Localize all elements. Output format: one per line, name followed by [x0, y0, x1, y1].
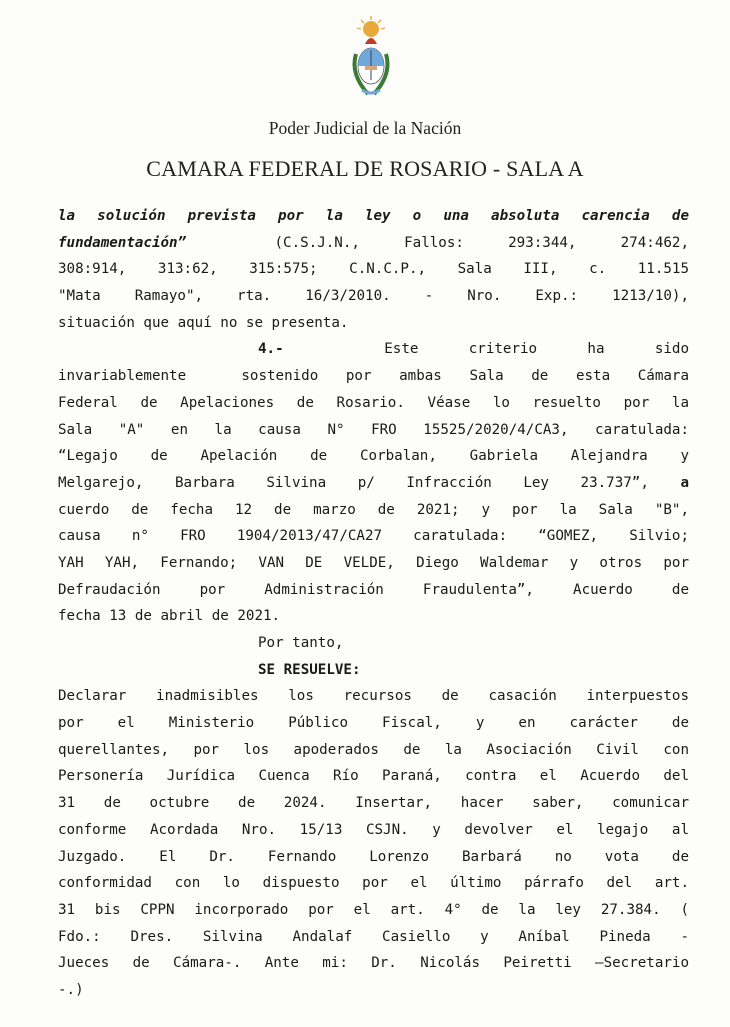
text-segment: causa n° FRO 1904/2013/47/CA27 caratulada: “GOMEZ, Silvio;	[58, 528, 689, 545]
text-line	[58, 550, 689, 577]
text-line	[58, 230, 689, 257]
text-line	[58, 203, 689, 230]
text-line	[58, 283, 689, 310]
text-segment: 31 bis CPPN incorporado por el art. 4° de la ley 27.384. (	[58, 901, 689, 918]
court-title: CAMARA FEDERAL DE ROSARIO - SALA A	[146, 156, 584, 181]
text-line	[58, 363, 689, 390]
text-line	[58, 443, 689, 470]
text-line	[58, 977, 689, 1004]
text-line	[58, 870, 689, 897]
text-line	[58, 417, 689, 444]
text-segment: Federal de Apelaciones de Rosario. Véase lo resuelto por la	[58, 394, 689, 411]
institution-name: Poder Judicial de la Nación	[268, 118, 462, 138]
text-line	[58, 310, 689, 337]
text-line	[58, 950, 689, 977]
text-line	[58, 683, 689, 710]
text-line	[58, 657, 689, 684]
text-segment: -.)	[58, 981, 84, 998]
text-line	[58, 817, 689, 844]
text-segment: 31 de octubre de 2024. Insertar, hacer saber, comunicar	[58, 795, 689, 812]
text-line	[58, 897, 689, 924]
text-line	[58, 256, 689, 283]
text-segment: por el Ministerio Público Fiscal, y en carácter de	[58, 715, 689, 732]
text-segment: Juzgado. El Dr. Fernando Lorenzo Barbará no vota de	[58, 848, 689, 865]
text-segment: Por tanto,	[258, 635, 344, 651]
text-segment: SE RESUELVE:	[258, 661, 361, 678]
text-segment: 308:914, 313:62, 315:575; C.N.C.P., Sala III, c. 11.515	[58, 261, 689, 278]
text-segment: Fdo.: Dres. Silvina Andalaf Casiello y Aníbal Pineda -	[58, 928, 689, 945]
national-coat-of-arms	[346, 14, 396, 100]
text-segment: YAH YAH, Fernando; VAN DE VELDE, Diego Waldemar y otros por	[58, 554, 689, 571]
text-segment: conforme Acordada Nro. 15/13 CSJN. y devolver el legajo al	[58, 821, 689, 838]
text-line	[58, 924, 689, 951]
text-segment: Personería Jurídica Cuenca Río Paraná, contra el Acuerdo del	[58, 768, 689, 785]
text-segment: la solución prevista por la ley o una absoluta carencia de	[58, 208, 689, 224]
text-segment: "Mata Ramayo", rta. 16/3/2010. - Nro. Exp.: 1213/10),	[58, 288, 689, 305]
text-segment: Jueces de Cámara-. Ante mi: Dr. Nicolás Peiretti –Secretario	[58, 955, 689, 972]
text-segment: cuerdo de fecha 12 de marzo de 2021; y por la Sala "B",	[58, 501, 689, 518]
text-line	[58, 577, 689, 604]
text-line	[58, 710, 689, 737]
text-line	[58, 497, 689, 524]
text-segment: conformidad con lo dispuesto por el último párrafo del art.	[58, 875, 689, 892]
text-segment: fundamentación”	[58, 234, 187, 251]
resolution-text	[58, 203, 689, 1004]
text-line	[58, 603, 689, 630]
text-segment: invariablemente sostenido por ambas Sala de esta Cámara	[58, 368, 689, 385]
text-segment: Defraudación por Administración Fraudulenta”, Acuerdo de	[58, 581, 689, 598]
text-segment: Sala "A" en la causa N° FRO 15525/2020/4/CA3, caratulada:	[58, 421, 689, 438]
text-line	[58, 470, 689, 497]
text-segment: fecha 13 de abril de 2021.	[58, 608, 281, 625]
text-line	[58, 630, 689, 657]
text-segment: 4.-	[258, 341, 284, 358]
text-segment: querellantes, por los apoderados de la Asociación Civil con	[58, 741, 689, 758]
text-segment: (C.S.J.N., Fallos: 293:344, 274:462,	[186, 234, 689, 251]
text-segment: Declarar inadmisibles los recursos de casación interpuestos	[58, 688, 689, 705]
text-segment: a	[648, 474, 689, 491]
text-line	[58, 790, 689, 817]
text-line	[58, 844, 689, 871]
text-line	[58, 336, 689, 363]
text-segment: “Legajo de Apelación de Corbalan, Gabriela Alejandra y	[58, 448, 689, 465]
text-segment: situación que aquí no se presenta.	[58, 314, 349, 331]
text-segment: Este criterio ha sido	[283, 341, 689, 358]
text-line	[58, 737, 689, 764]
text-line	[58, 523, 689, 550]
text-line	[58, 390, 689, 417]
text-line	[58, 763, 689, 790]
text-segment: Melgarejo, Barbara Silvina p/ Infracción Ley 23.737”,	[58, 474, 649, 491]
